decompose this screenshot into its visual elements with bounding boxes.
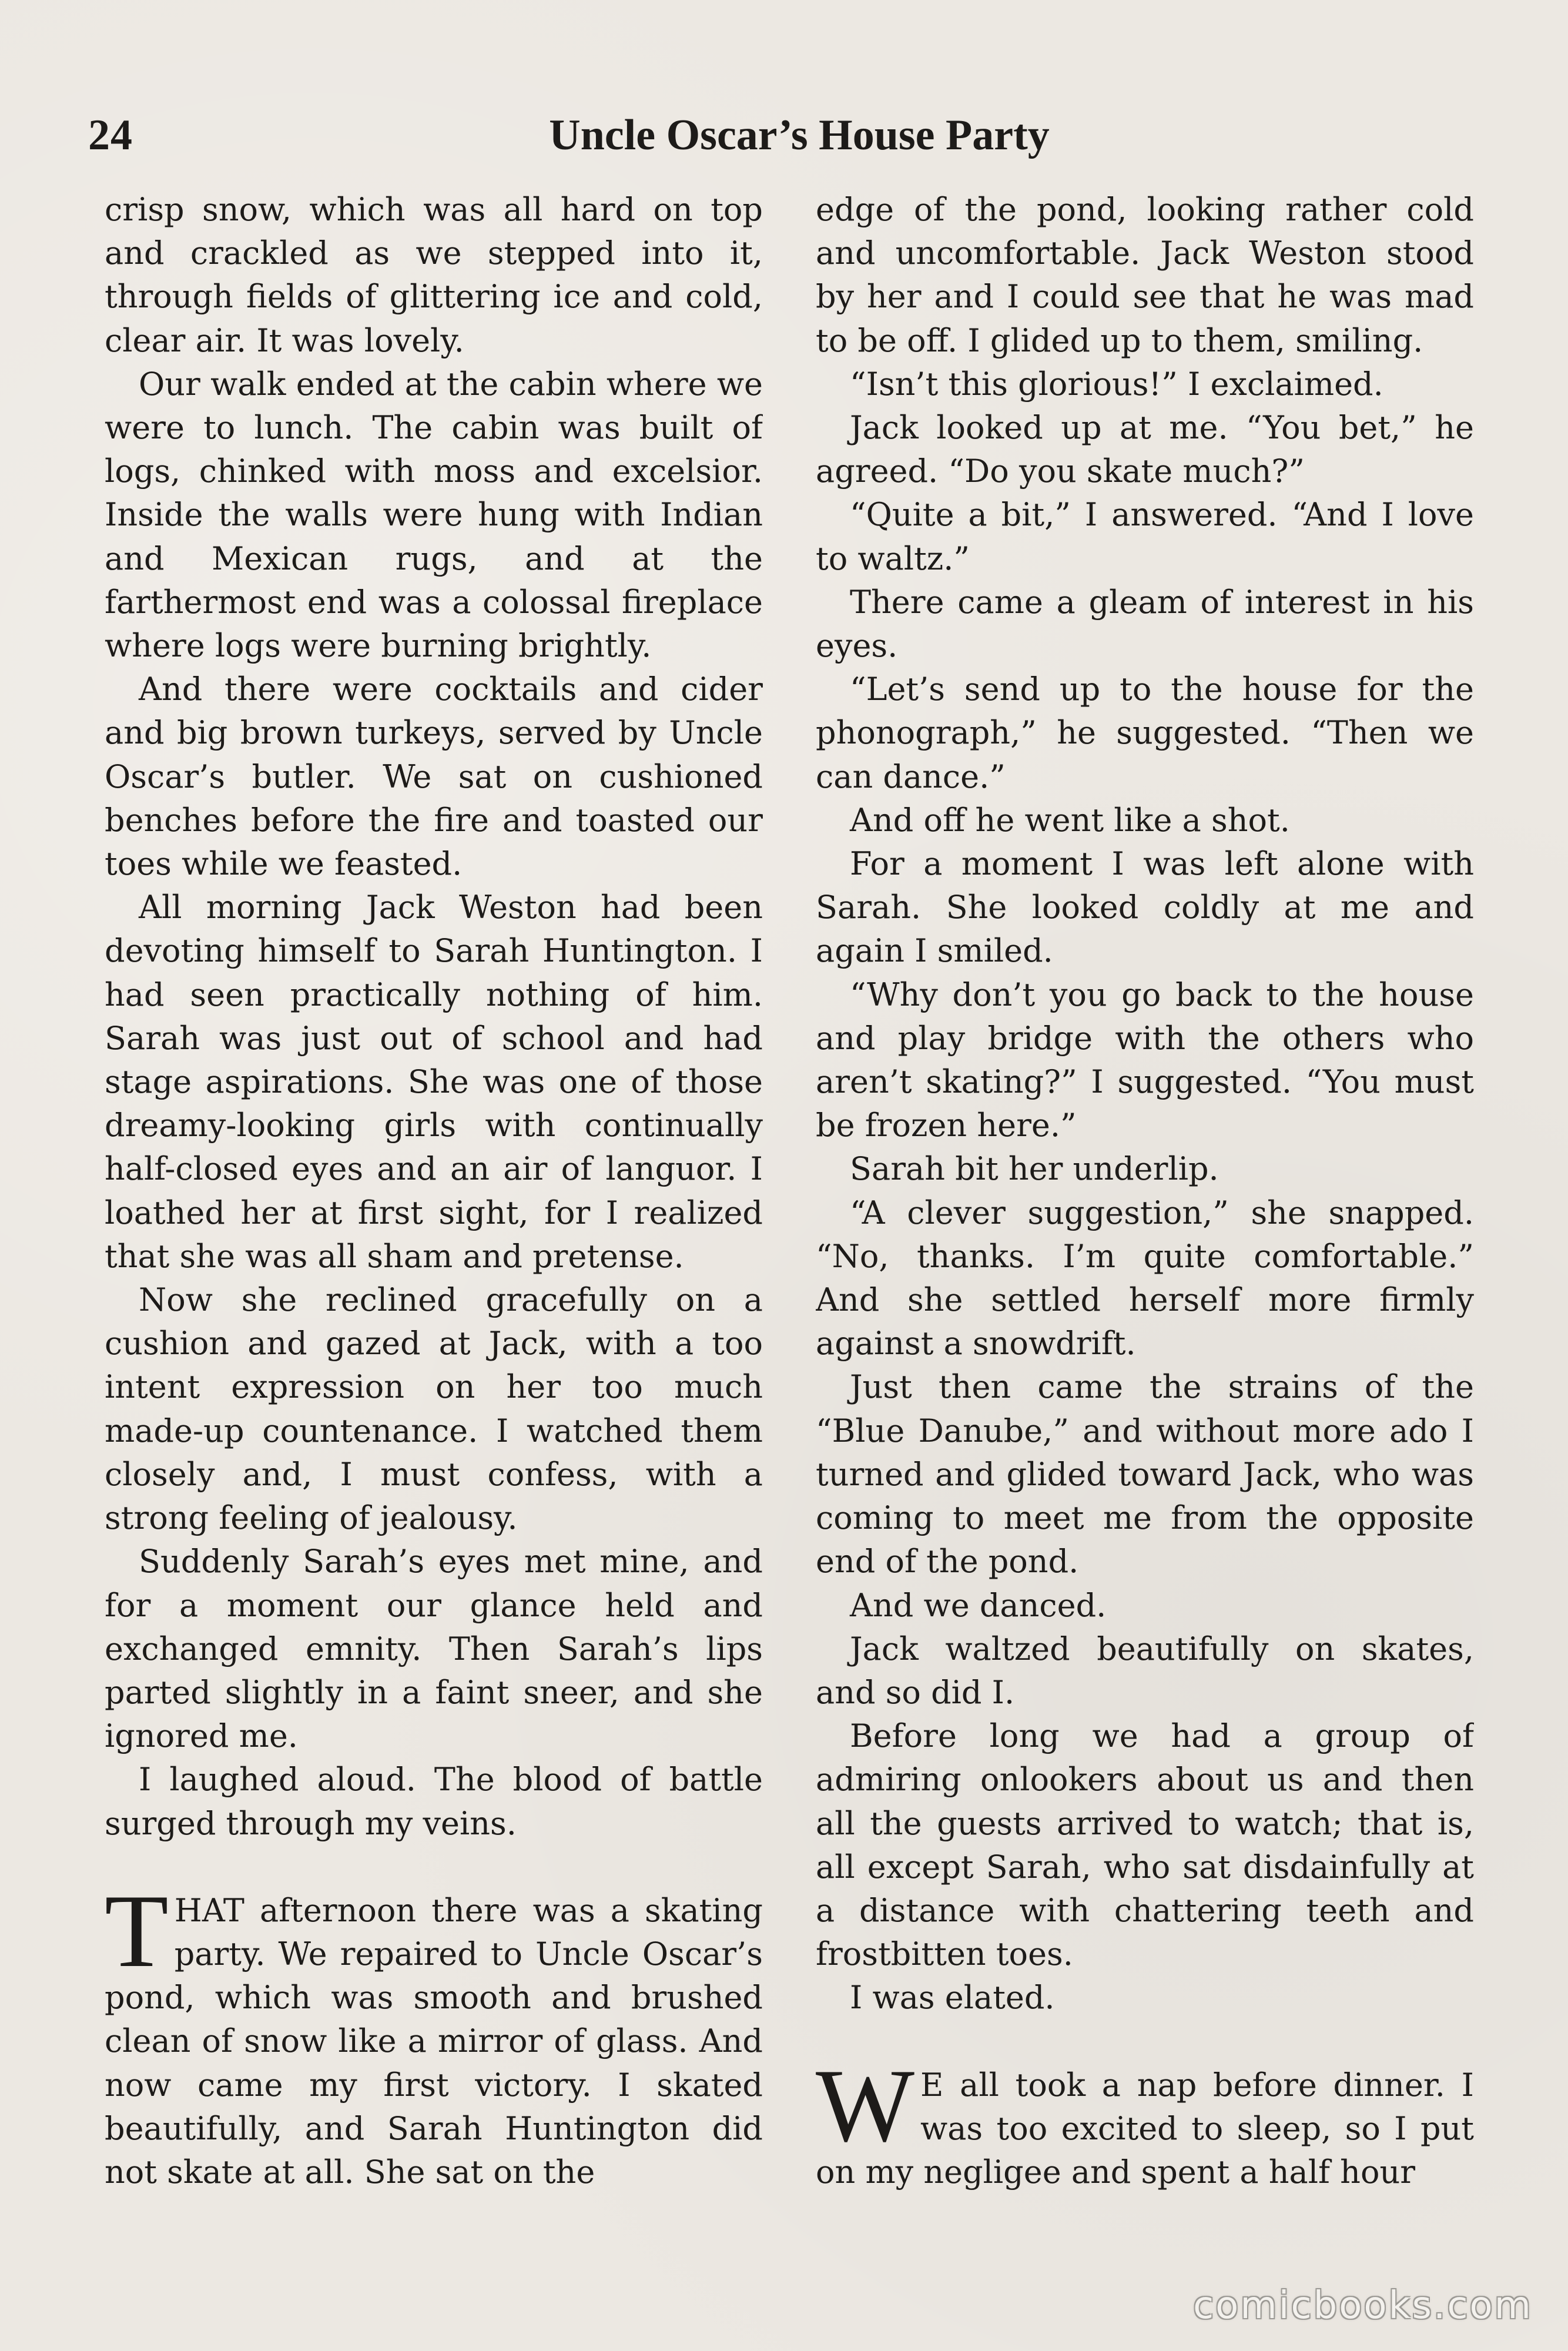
- paragraph: For a moment I was left alone with Sarah. She looked coldly at me and again I smiled.: [816, 845, 1474, 970]
- text-columns: [105, 188, 1474, 2210]
- section-paragraph: [816, 2047, 1474, 2195]
- drop-cap: W: [816, 2047, 915, 2164]
- paragraph: Jack looked up at me. “You bet,” he agreed. “Do you skate much?”: [816, 409, 1474, 490]
- paragraph: edge of the pond, looking rather cold and uncomfortable. Jack Weston stood by her and I could see that he was mad to be off. I glided up to them, smiling.: [816, 191, 1474, 359]
- paragraph: And off he went like a shot.: [850, 801, 1290, 839]
- paragraph: “A clever suggestion,” she snapped. “No, thanks. I’m quite comfortable.” And she settled herself more firmly against a snowdrift.: [816, 1194, 1474, 1362]
- running-title: Uncle Oscar’s House Party: [549, 111, 1050, 159]
- paragraph: Now she reclined gracefully on a cushion and gazed at Jack, with a too intent expression on her too much made-up countenance. I watched them closely and, I must confess, with a strong feeling of jealousy.: [105, 1281, 763, 1537]
- paragraph: All morning Jack Weston had been devoting himself to Sarah Huntington. I had seen practically nothing of him. Sarah was just out of school and had stage aspirations. She was one of those dreamy-looking girls with continually half-closed eyes and an air of languor. I loathed her at first sight, for I realized that she was all sham and pretense.: [105, 889, 763, 1275]
- section-paragraph: [105, 1872, 763, 2194]
- page-header: [88, 103, 1475, 168]
- page-number: 24: [88, 111, 133, 159]
- paragraph: There came a gleam of interest in his eyes.: [816, 583, 1474, 665]
- paragraph: crisp snow, which was all hard on top and crackled as we stepped into it, through fields of glittering ice and cold, clear air. It was lovely.: [105, 191, 763, 359]
- paragraph: And there were cocktails and cider and big brown turkeys, served by Uncle Oscar’s butler. We sat on cushioned benches before the fire and toasted our toes while we feasted.: [105, 671, 763, 883]
- section-text: HAT afternoon there was a skating party. We repaired to Uncle Oscar’s pond, which was smooth and brushed clean of snow like a mirror of glass. And now came my first victory. I skated beautifully, and Sarah Huntington did not skate at all. She sat on the: [105, 1891, 763, 2191]
- paragraph: I was elated.: [850, 1979, 1055, 2017]
- paragraph: “Isn’t this glorious!” I exclaimed.: [850, 365, 1383, 403]
- right-column: [816, 188, 1474, 2210]
- left-column: [105, 188, 763, 2210]
- paragraph: And we danced.: [850, 1586, 1107, 1624]
- watermark: comicbooks.com: [1192, 2284, 1533, 2327]
- paragraph: Jack waltzed beautifully on skates, and so did I.: [816, 1630, 1474, 1711]
- paragraph: I laughed aloud. The blood of battle surged through my veins.: [105, 1761, 763, 1842]
- drop-cap: T: [105, 1872, 169, 1989]
- section-text: E all took a nap before dinner. I was too excited to sleep, so I put on my negligee and spent a half hour: [816, 2066, 1474, 2191]
- paragraph: “Why don’t you go back to the house and play bridge with the others who aren’t skating?” I suggested. “You must be frozen here.”: [816, 976, 1474, 1144]
- paragraph: Our walk ended at the cabin where we were to lunch. The cabin was built of logs, chinked with moss and excelsior. Inside the walls were hung with Indian and Mexican rugs, and at the farthermost end was a colossal fireplace where logs were burning brightly.: [105, 365, 763, 665]
- paragraph: Suddenly Sarah’s eyes met mine, and for a moment our glance held and exchanged emnity. Then Sarah’s lips parted slightly in a faint sneer, and she ignored me.: [105, 1543, 763, 1755]
- paragraph: Sarah bit her underlip.: [850, 1150, 1219, 1188]
- paragraph: Just then came the strains of the “Blue Danube,” and without more ado I turned and glided toward Jack, who was coming to meet me from the opposite end of the pond.: [816, 1368, 1474, 1580]
- paragraph: “Quite a bit,” I answered. “And I love to waltz.”: [816, 496, 1474, 577]
- paragraph: Before long we had a group of admiring onlookers about us and then all the guests arrived to watch; that is, all except Sarah, who sat disdainfully at a distance with chattering teeth and frostbitten toes.: [816, 1717, 1474, 1973]
- paragraph: “Let’s send up to the house for the phonograph,” he suggested. “Then we can dance.”: [816, 671, 1474, 795]
